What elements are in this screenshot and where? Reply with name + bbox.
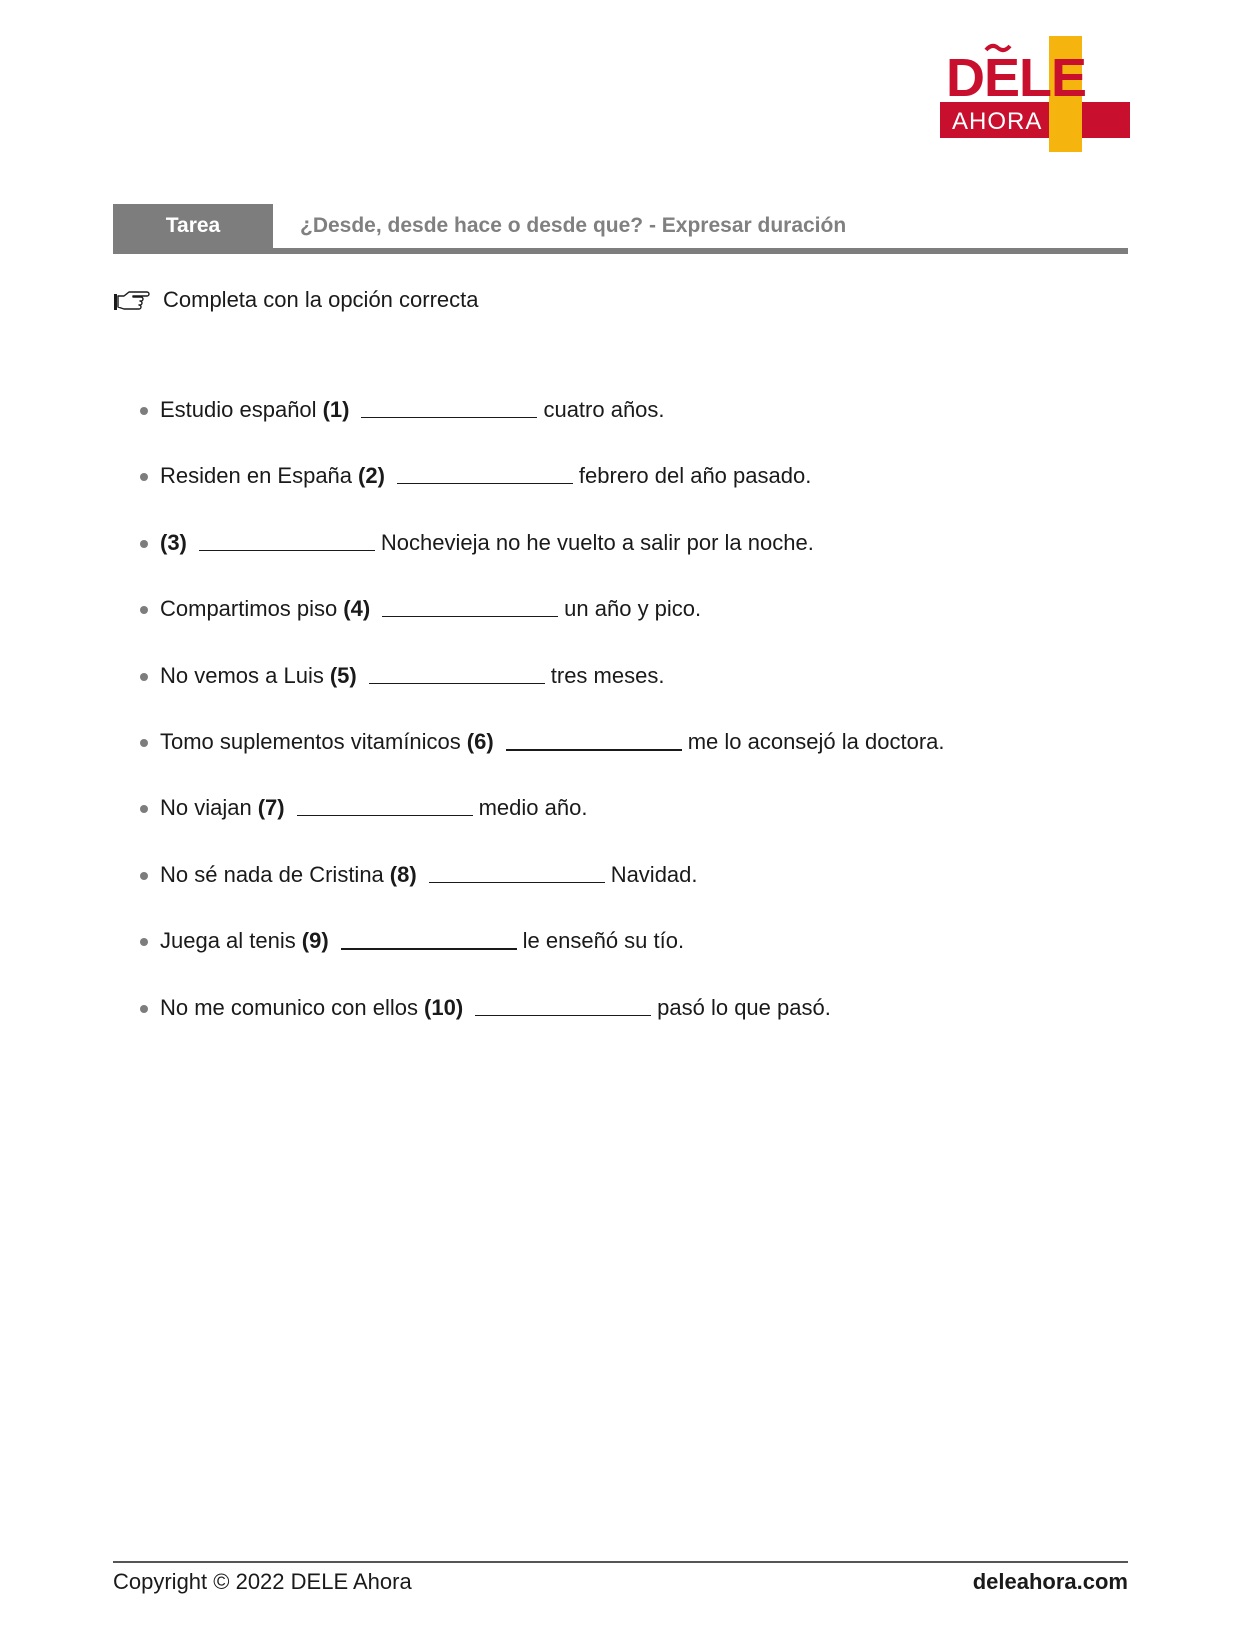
answer-blank[interactable]	[429, 860, 605, 883]
instruction	[113, 283, 479, 317]
exercise-item	[140, 461, 1140, 527]
exercise-number: (1)	[322, 397, 350, 422]
exercise-number: (7)	[257, 795, 285, 821]
answer-blank[interactable]	[369, 661, 545, 684]
bullet-icon	[140, 739, 148, 747]
exercise-prefix: Tomo suplementos vitamínicos	[160, 728, 461, 754]
task-header	[113, 204, 1128, 254]
exercise-prefix: Estudio español	[160, 397, 317, 422]
answer-blank[interactable]	[397, 461, 573, 484]
exercise-number: (4)	[343, 596, 371, 622]
bullet-icon	[140, 1005, 148, 1013]
exercise-number: (5)	[329, 662, 357, 688]
exercise-item	[140, 594, 1140, 660]
exercise-prefix: No viajan	[160, 795, 252, 821]
exercise-number: (9)	[301, 928, 329, 954]
exercise-suffix: tres meses.	[550, 662, 665, 688]
exercise-suffix: Nochevieja no he vuelto a salir por la noche.	[380, 529, 814, 555]
exercise-item	[140, 661, 1140, 727]
exercise-prefix: No me comunico con ellos	[160, 994, 419, 1020]
bullet-icon	[140, 407, 148, 415]
dele-ahora-logo	[940, 36, 1130, 156]
exercise-prefix: Residen en España	[160, 463, 353, 489]
exercise-suffix: me lo aconsejó la doctora.	[687, 728, 945, 754]
exercise-suffix: medio año.	[478, 795, 588, 821]
exercise-prefix: Juega al tenis	[160, 928, 296, 954]
answer-blank[interactable]	[361, 395, 537, 418]
task-tag: Tarea	[113, 204, 273, 248]
bullet-icon	[140, 606, 148, 614]
exercise-number: (2)	[358, 463, 385, 489]
exercise-number: (8)	[389, 861, 417, 887]
exercise-item	[140, 395, 1140, 461]
footer-divider	[113, 1561, 1128, 1563]
task-divider	[113, 248, 1128, 254]
bullet-icon	[140, 805, 148, 813]
exercise-item	[140, 993, 1140, 1059]
bullet-icon	[140, 473, 148, 481]
exercise-prefix: No sé nada de Cristina	[160, 861, 384, 887]
answer-blank[interactable]	[506, 727, 682, 751]
exercise-item	[140, 727, 1140, 793]
exercise-prefix: Compartimos piso	[160, 596, 338, 622]
answer-blank[interactable]	[341, 926, 517, 950]
bullet-icon	[140, 540, 148, 548]
exercise-item	[140, 926, 1140, 992]
exercise-prefix: No vemos a Luis	[160, 662, 324, 688]
svg-text:AHORA: AHORA	[952, 108, 1043, 135]
answer-blank[interactable]	[297, 793, 473, 816]
exercise-item	[140, 528, 1140, 594]
exercise-number: (10)	[424, 994, 464, 1020]
svg-text:DELE: DELE	[946, 48, 1087, 108]
bullet-icon	[140, 872, 148, 880]
exercise-number: (3)	[160, 529, 187, 555]
exercise-suffix: Navidad.	[610, 861, 698, 887]
answer-blank[interactable]	[199, 528, 375, 551]
exercise-suffix: febrero del año pasado.	[578, 463, 812, 489]
exercise-item	[140, 860, 1140, 926]
instruction-text: Completa con la opción correcta	[163, 287, 479, 312]
exercise-suffix: un año y pico.	[564, 596, 702, 622]
task-title: ¿Desde, desde hace o desde que? - Expresar duración	[300, 214, 847, 237]
answer-blank[interactable]	[475, 993, 651, 1016]
exercise-list	[140, 395, 1140, 1059]
bullet-icon	[140, 673, 148, 681]
answer-blank[interactable]	[382, 594, 558, 617]
exercise-suffix: cuatro años.	[543, 397, 665, 422]
exercise-number: (6)	[466, 728, 494, 754]
footer-copyright: Copyright © 2022 DELE Ahora	[113, 1569, 412, 1594]
footer-website-link[interactable]: deleahora.com	[972, 1569, 1128, 1594]
exercise-item	[140, 793, 1140, 859]
bullet-icon	[140, 938, 148, 946]
exercise-suffix: le enseñó su tío.	[522, 928, 685, 954]
exercise-suffix: pasó lo que pasó.	[657, 994, 831, 1020]
pointing-hand-icon	[113, 287, 153, 313]
